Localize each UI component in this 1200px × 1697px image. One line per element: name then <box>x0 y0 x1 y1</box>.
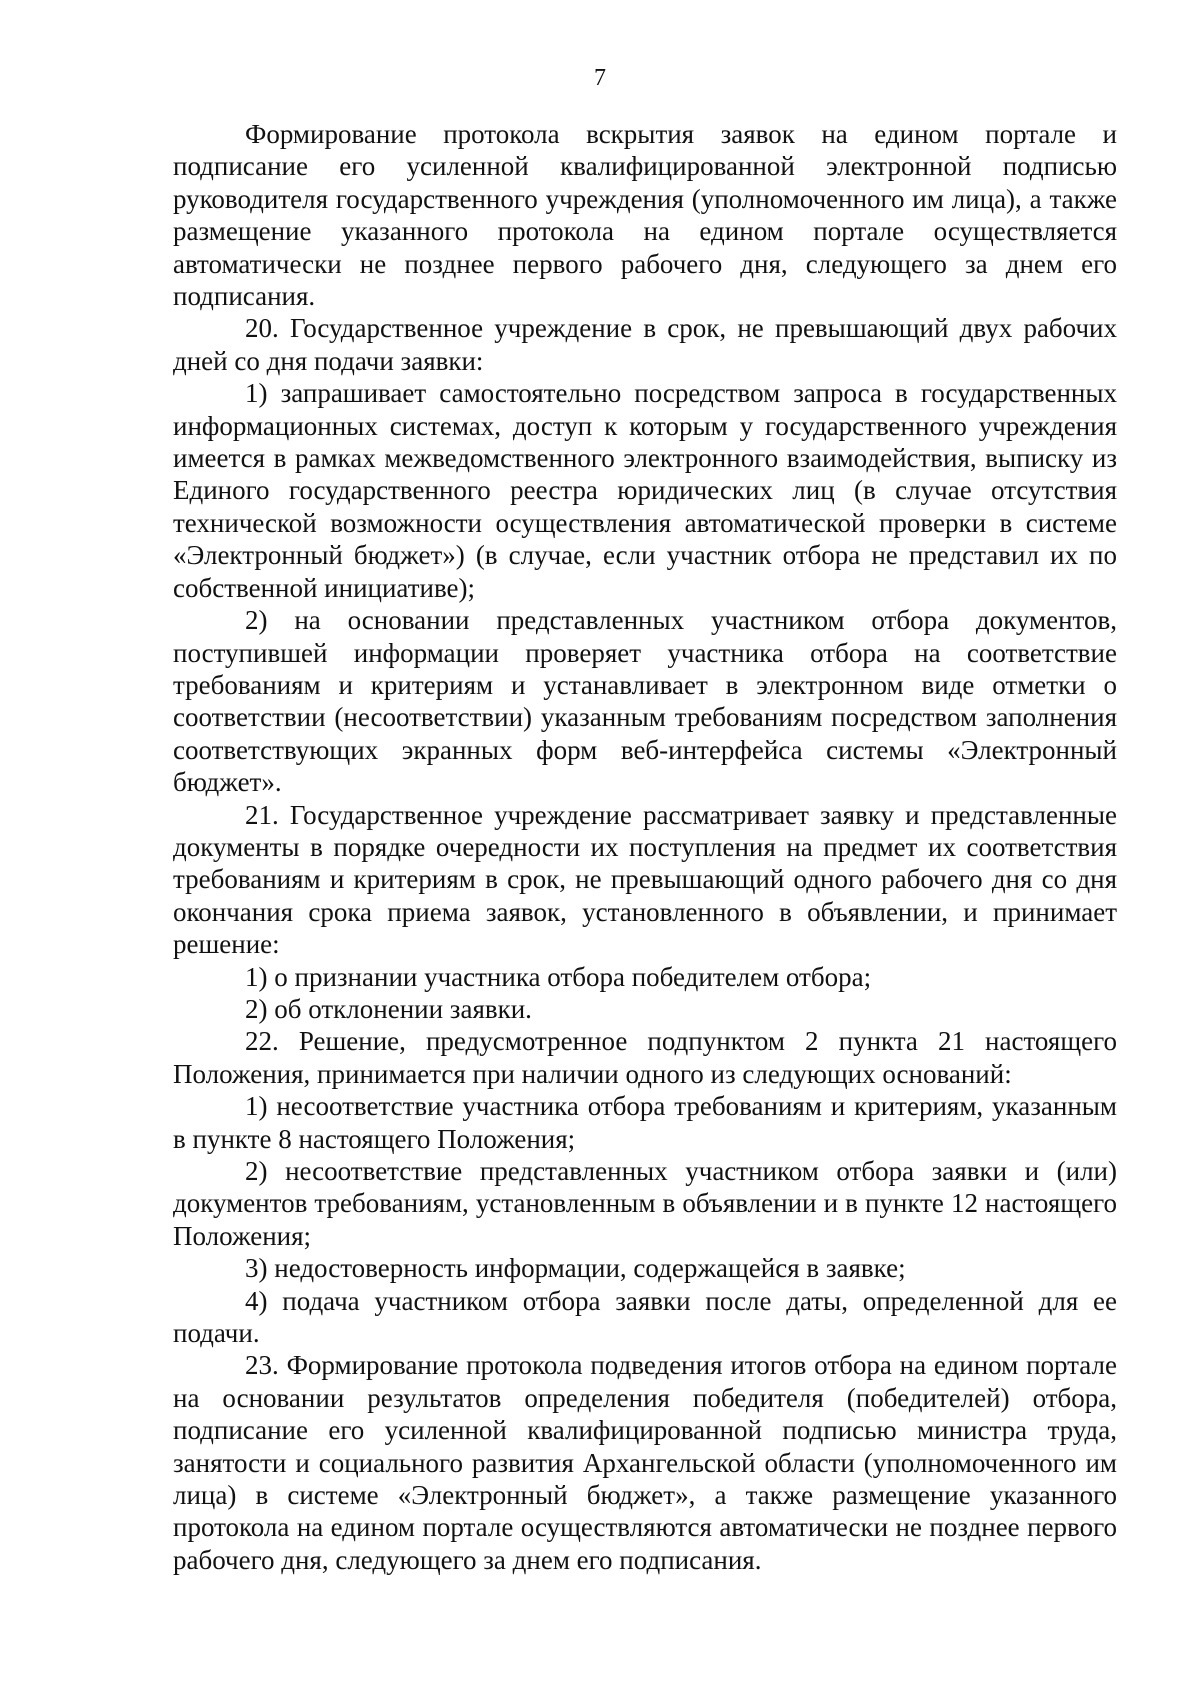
paragraph-item-22-3: 3) недостоверность информации, содержащейся в заявке; <box>245 1253 906 1284</box>
paragraph-protocol-opening: Формирование протокола вскрытия заявок на едином портале и подписание его усиленной квалифицированной электронной подписью руководителя государственного учреждения (уполномоченного им лица), а также размещение указанного протокола на едином портале осуществляется автоматически не позднее первого рабочего дня, следующего за днем его подписания. <box>173 119 1117 312</box>
paragraph-item-20: 20. Государственное учреждение в срок, не превышающий двух рабочих дней со дня подачи заявки: <box>173 313 1117 376</box>
paragraph-item-22-4: 4) подача участником отбора заявки после даты, определенной для ее подачи. <box>173 1285 1117 1349</box>
paragraph-item-20-1: 1) запрашивает самостоятельно посредством запроса в государственных информационных системах, доступ к которым у государственного учреждения имеется в рамках межведомственного электронного взаимодействия, выписку из Единого государственного реестра юридических лиц (в случае отсутствия технической возможности осуществления автоматической проверки в системе «Электронный бюджет») (в случае, если участник отбора не представил их по собственной инициативе); <box>173 378 1117 603</box>
paragraph-item-21: 21. Государственное учреждение рассматривает заявку и представленные документы в порядке очередности их поступления на предмет их соответствия требованиям и критериям в срок, не превышающий одного рабочего дня со дня окончания срока приема заявок, установленного в объявлении, и принимает решение: <box>173 799 1117 960</box>
paragraph-item-22-1: 1) несоответствие участника отбора требованиям и критериям, указанным в пункте 8 настоящего Положения; <box>173 1091 1117 1154</box>
document-body <box>173 118 1117 1576</box>
paragraph-item-20-2: 2) на основании представленных участником отбора документов, поступившей информации проверяет участника отбора на соответствие требованиям и критериям и устанавливает в электронном виде отметки о соответствии (несоответствии) указанным требованиям посредством заполнения соответствующих экранных форм веб-интерфейса системы «Электронный бюджет». <box>173 605 1117 798</box>
page-number: 7 <box>594 65 606 91</box>
paragraph-item-21-1: 1) о признании участника отбора победителем отбора; <box>245 961 872 992</box>
paragraph-item-22-2: 2) несоответствие представленных участником отбора заявки и (или) документов требованиям, установленным в объявлении и в пункте 12 настоящего Положения; <box>173 1156 1117 1251</box>
paragraph-item-21-2: 2) об отклонении заявки. <box>245 993 532 1024</box>
paragraph-item-22: 22. Решение, предусмотренное подпунктом 2 пункта 21 настоящего Положения, принимается при наличии одного из следующих оснований: <box>173 1026 1117 1089</box>
paragraph-item-23: 23. Формирование протокола подведения итогов отбора на едином портале на основании результатов определения победителя (победителей) отбора, подписание его усиленной квалифицированной подписью министра труда, занятости и социального развития Архангельской области (уполномоченного им лица) в системе «Электронный бюджет», а также размещение указанного протокола на едином портале осуществляются автоматически не позднее первого рабочего дня, следующего за днем его подписания. <box>173 1350 1117 1575</box>
